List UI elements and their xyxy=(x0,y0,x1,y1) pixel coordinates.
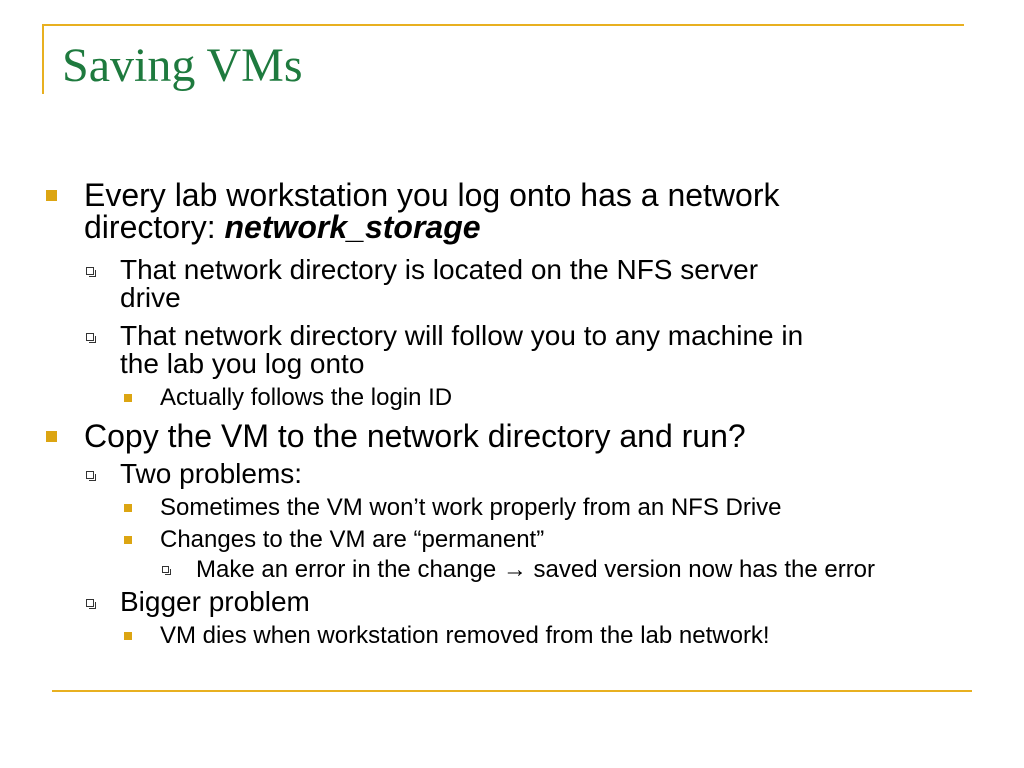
square-bullet-icon xyxy=(46,190,57,201)
bullet-text: VM dies when workstation removed from the lab network! xyxy=(160,622,770,649)
bullet-text: Sometimes the VM won’t work properly from an NFS Drive xyxy=(160,494,782,521)
bullet-item xyxy=(120,588,310,616)
square-bullet-icon xyxy=(46,431,57,442)
bullet-item xyxy=(160,528,544,552)
bullet-text: Changes to the VM are “permanent” xyxy=(160,526,545,553)
bullet-item xyxy=(160,496,782,520)
bullet-text: Actually follows the login ID xyxy=(160,384,453,411)
square-bullet-icon xyxy=(124,536,132,544)
bullet-item xyxy=(120,322,803,378)
bullet-item xyxy=(160,624,770,648)
bullet-text: saved version now has the error xyxy=(526,556,876,583)
bullet-text-line: the lab you log onto xyxy=(120,348,365,379)
square-bullet-icon xyxy=(124,632,132,640)
bullet-item xyxy=(196,558,875,582)
bullet-text-line: That network directory will follow you to any machine in xyxy=(120,320,804,351)
hollow-square-bullet-icon xyxy=(86,333,94,341)
hollow-square-bullet-icon xyxy=(162,566,169,573)
bullet-text-line: That network directory is located on the NFS server xyxy=(120,254,759,285)
hollow-square-bullet-icon xyxy=(86,471,94,479)
bullet-item xyxy=(120,460,302,488)
bullet-item xyxy=(120,256,758,312)
emphasized-text: network_storage xyxy=(224,209,481,245)
hollow-square-bullet-icon xyxy=(86,599,94,607)
hollow-square-bullet-icon xyxy=(86,267,94,275)
bullet-text-line: Every lab workstation you log onto has a network xyxy=(84,177,780,213)
bullet-item xyxy=(84,420,746,452)
bullet-item xyxy=(84,179,779,243)
bullet-text-line xyxy=(196,558,875,582)
right-arrow-icon: → xyxy=(502,556,527,583)
bullet-text: Bigger problem xyxy=(120,586,310,617)
bullet-text: Make an error in the change xyxy=(196,556,503,583)
bullet-text: Copy the VM to the network directory and run? xyxy=(84,418,746,454)
slide-title: Saving VMs xyxy=(62,39,303,92)
square-bullet-icon xyxy=(124,504,132,512)
bullet-text: directory: xyxy=(84,209,225,245)
bullet-text-line xyxy=(84,211,779,243)
bullet-text-line: drive xyxy=(120,282,181,313)
square-bullet-icon xyxy=(124,394,132,402)
bullet-text: Two problems: xyxy=(120,458,303,489)
bullet-item xyxy=(160,386,452,410)
